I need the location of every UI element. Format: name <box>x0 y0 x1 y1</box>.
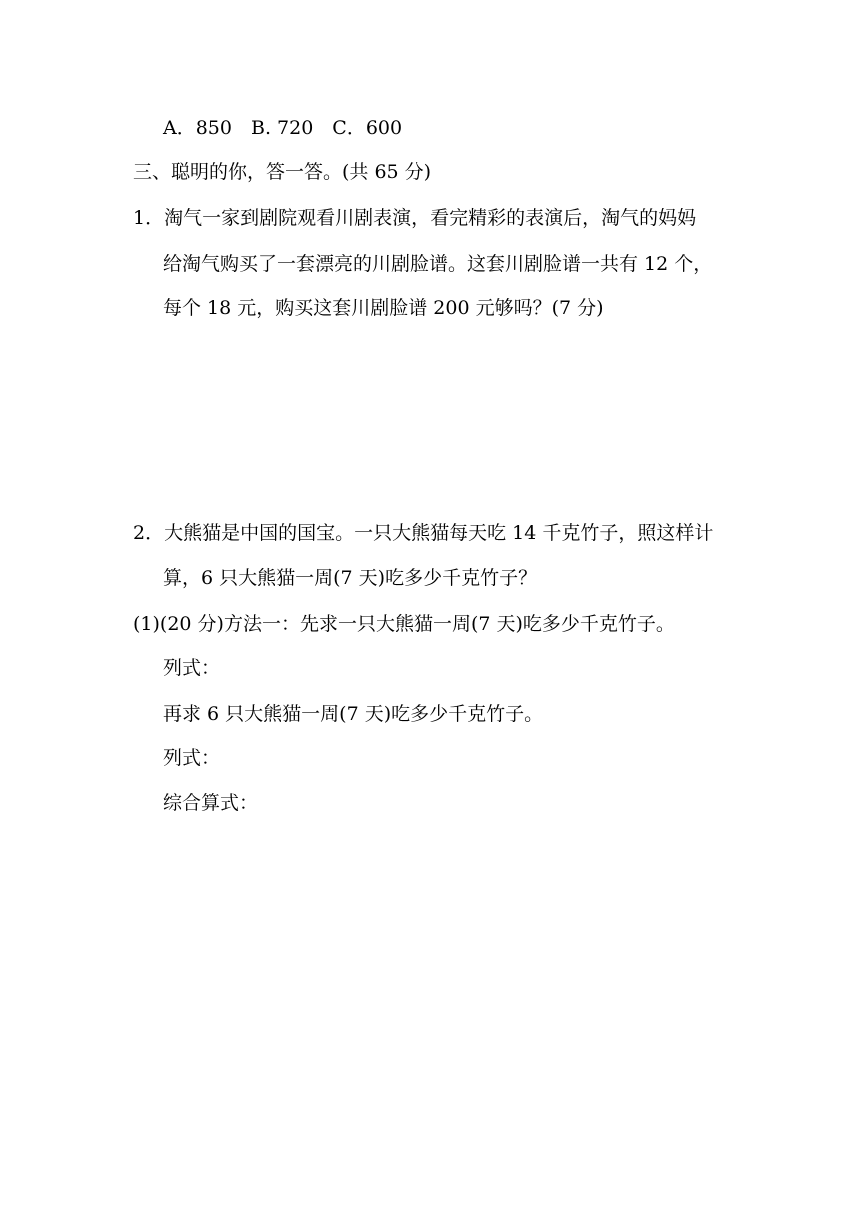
question-1-line-2: 给淘气购买了一套漂亮的川剧脸谱。这套川剧脸谱一共有 12 个， <box>163 253 713 275</box>
question-2-line-1: 2．大熊猫是中国的国宝。一只大熊猫每天吃 14 千克竹子，照这样计 <box>133 522 714 544</box>
combined-formula-label: 综合算式： <box>163 792 259 814</box>
question-2-part-1: (1)(20 分)方法一：先求一只大熊猫一周(7 天)吃多少千克竹子。 <box>133 613 675 635</box>
section-heading: 三、聪明的你，答一答。(共 65 分) <box>133 161 432 183</box>
answer-options: A．850 B. 720 C．600 <box>163 117 403 139</box>
formula-label-2: 列式： <box>163 747 221 769</box>
question-2-line-2: 算，6 只大熊猫一周(7 天)吃多少千克竹子？ <box>163 567 538 589</box>
question-1-line-3: 每个 18 元，购买这套川剧脸谱 200 元够吗？(7 分) <box>163 297 604 319</box>
question-2-step-2: 再求 6 只大熊猫一周(7 天)吃多少千克竹子。 <box>163 703 544 725</box>
formula-label-1: 列式： <box>163 657 221 679</box>
question-1-line-1: 1．淘气一家到剧院观看川剧表演，看完精彩的表演后，淘气的妈妈 <box>133 207 697 229</box>
